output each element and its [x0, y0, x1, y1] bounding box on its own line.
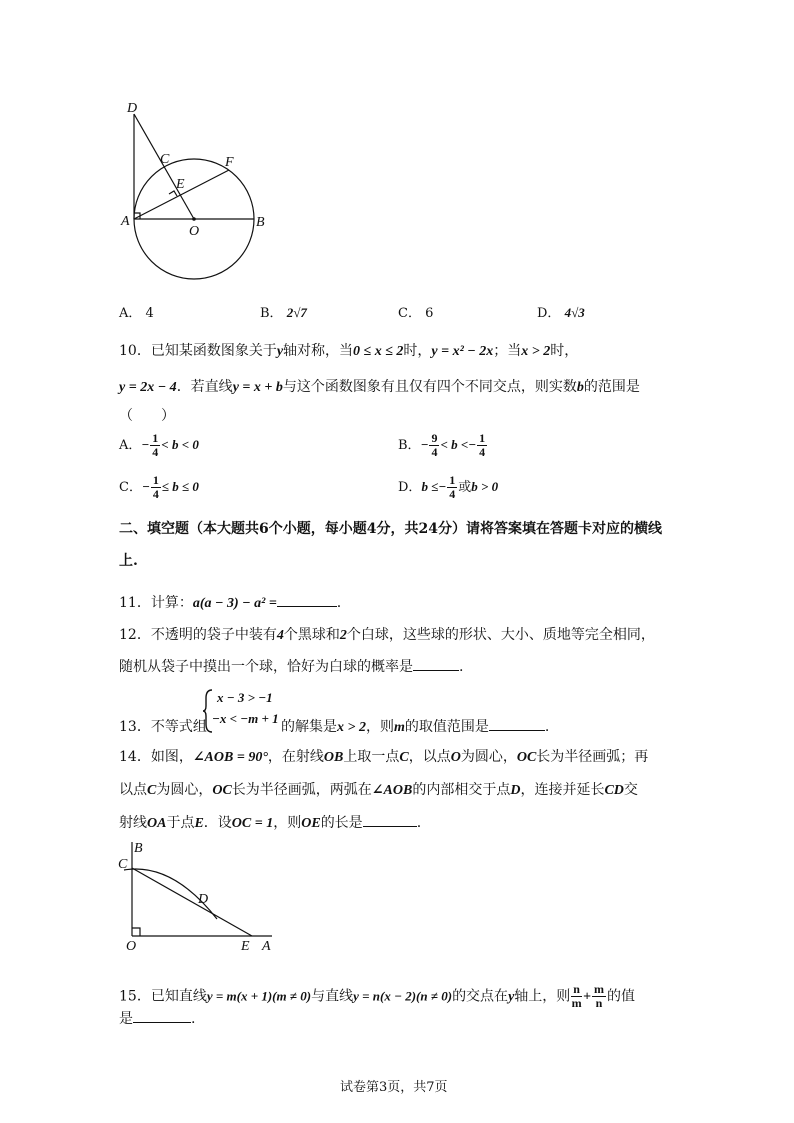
q9-option-a: A． 4	[119, 306, 154, 321]
q13-suffix: 的解集是x > 2，则m的取值范围是 .	[281, 716, 549, 736]
section2-title-line1: 二、填空题（本大题共6个小题，每小题4分，共24分）请将答案填在答题卡对应的横线	[119, 521, 662, 537]
q15-answer-blank[interactable]	[133, 1008, 191, 1023]
q14-line3: 射线OA于点E．设OC = 1，则OE的长是 .	[119, 812, 421, 832]
label-o: O	[189, 224, 200, 239]
q12-line2: 随机从袋子中摸出一个球，恰好为白球的概率是 .	[119, 656, 463, 676]
q14-figure	[112, 836, 282, 954]
label-o: O	[126, 939, 137, 954]
q10-line2: y = 2x − 4．若直线y = x + b与这个函数图象有且仅有四个不同交点，则实数b的范围是	[119, 379, 640, 395]
q12-line1: 12．不透明的袋子中装有4个黑球和2个白球，这些球的形状、大小、质地等完全相同，	[119, 627, 655, 643]
label-c: C	[118, 857, 128, 872]
q13-answer-blank[interactable]	[489, 716, 545, 731]
q9-circle-figure	[110, 95, 280, 285]
label-b: B	[256, 215, 265, 230]
label-f: F	[225, 155, 234, 170]
q11-answer-blank[interactable]	[277, 592, 337, 607]
q12-answer-blank[interactable]	[413, 656, 459, 671]
q13-system-eq1: x − 3 > −1	[217, 690, 273, 705]
label-e: E	[176, 177, 185, 192]
label-d: D	[127, 101, 138, 116]
q15-line2: 是 .	[119, 1008, 195, 1028]
q10-line1: 10．已知某函数图象关于y轴对称，当0 ≤ x ≤ 2时，y = x² − 2x；当x > 2时，	[119, 343, 579, 359]
q10-option-a: A．− $\frac{1}{4}$ < b < 0	[119, 431, 199, 459]
q10-option-c: C．− $\frac{1}{4}$ ≤ b ≤ 0	[119, 473, 199, 501]
q13-system-eq2: −x < −m + 1	[212, 711, 279, 726]
label-d: D	[198, 892, 209, 907]
q10-paren: （ ）	[119, 408, 175, 424]
page-footer: 试卷第3页，共7页	[340, 1080, 448, 1095]
label-a: A	[121, 214, 130, 229]
section2-title-line2: 上.	[119, 553, 138, 569]
q9-option-b: B． 2√7	[260, 305, 307, 321]
segment-ce	[132, 868, 252, 936]
label-e: E	[241, 939, 250, 954]
q14-line2: 以点C为圆心，OC长为半径画弧，两弧在∠AOB的内部相交于点D，连接并延长CD交	[119, 782, 638, 798]
q9-option-d: D． 4√3	[537, 305, 585, 321]
q11: 11．计算：a(a − 3) − a² = .	[119, 592, 341, 612]
label-c: C	[160, 152, 170, 167]
q10-option-d: D．b ≤− $\frac{1}{4}$ 或b > 0	[398, 473, 499, 501]
label-b: B	[134, 841, 143, 856]
q14-answer-blank[interactable]	[363, 812, 417, 827]
q13-prefix: 13．不等式组	[119, 719, 207, 735]
label-a: A	[262, 939, 271, 954]
q14-line1: 14．如图，∠AOB = 90°，在射线OB上取一点C，以点O为圆心，OC长为半径画弧；再	[119, 749, 649, 765]
q10-option-b: B．− $\frac{9}{4}$ < b <− $\frac{1}{4}$	[398, 431, 486, 459]
right-angle-o	[132, 928, 140, 936]
q9-option-c: C． 6	[398, 306, 434, 321]
q15-line1: 15．已知直线y = m(x + 1)(m ≠ 0)与直线y = n(x − 2)(n ≠ 0)的交点在y轴上，则 $\frac{n}{m}$ + $\frac{m}{n}$ 的值	[119, 982, 635, 1010]
